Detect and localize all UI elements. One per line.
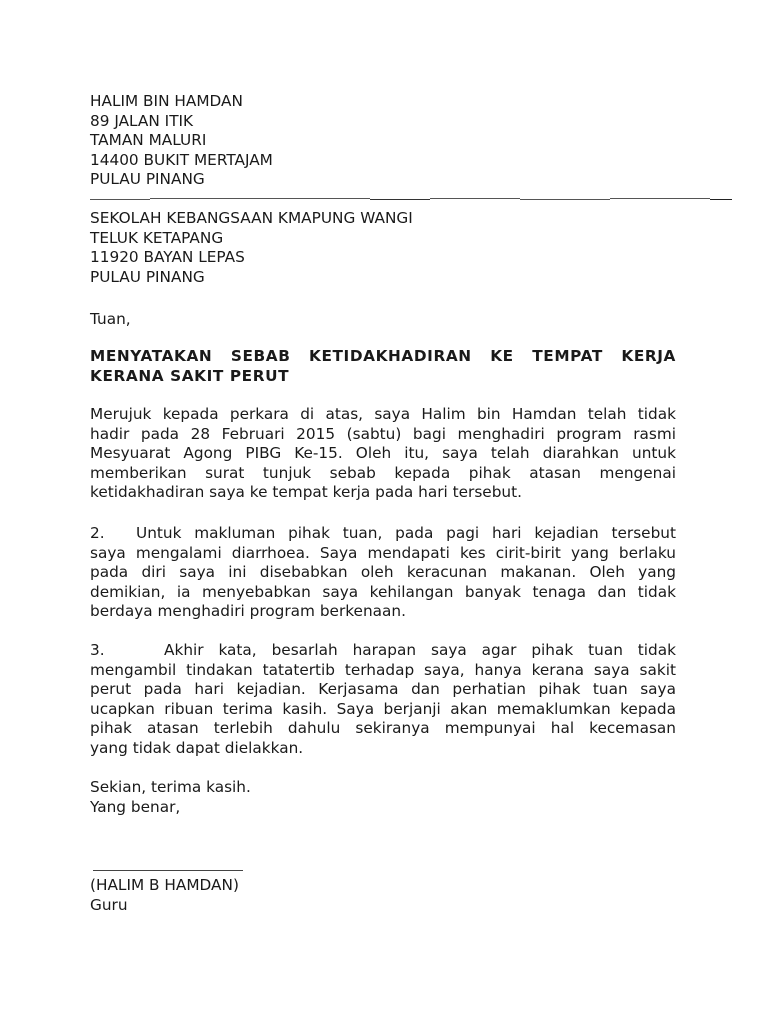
paragraph-3-line: yang tidak dapat dielakkan. (90, 738, 304, 757)
paragraph-3-first-line (90, 641, 676, 661)
sender-state: PULAU PINANG (90, 170, 205, 189)
sender-address-line-1: 89 JALAN ITIK (90, 111, 194, 130)
subject-line-1: MENYATAKAN SEBAB KETIDAKHADIRAN KE TEMPAT KERJA (90, 347, 676, 365)
signature-block (90, 876, 676, 915)
signature-name: (HALIM B HAMDAN) (90, 876, 239, 894)
sender-address-line-3: 14400 BUKIT MERTAJAM (90, 150, 273, 169)
paragraph-2-line: pada diri saya ini disebabkan oleh keracunan makanan. Oleh yang (90, 563, 676, 582)
salutation-text: Tuan, (90, 310, 131, 328)
paragraph-1-line: ketidakhadiran saya ke tempat kerja pada hari tersebut. (90, 483, 522, 502)
paragraph-2 (90, 524, 676, 622)
recipient-address (90, 209, 676, 287)
letter-subject (90, 347, 676, 386)
paragraph-3-line: ucapkan ribuan terima kasih. Saya berjanji akan memaklumkan kepada (90, 699, 676, 718)
closing-yours: Yang benar, (90, 797, 181, 816)
paragraph-2-first-line (90, 524, 676, 544)
paragraph-3-line: Akhir kata, besarlah harapan saya agar pihak tuan tidak (164, 641, 676, 659)
paragraph-2-line: saya mengalami diarrhoea. Saya mendapati kes cirit-birit yang berlaku (90, 543, 676, 562)
address-divider (90, 198, 732, 201)
recipient-address-line-1: TELUK KETAPANG (90, 228, 224, 247)
closing-thanks: Sekian, terima kasih. (90, 778, 251, 796)
paragraph-3-number: 3. (90, 641, 105, 659)
sender-name: HALIM BIN HAMDAN (90, 92, 243, 110)
paragraph-3-line: mengambil tindakan tatatertib terhadap saya, hanya kerana saya sakit (90, 660, 676, 679)
paragraph-1-line: hadir pada 28 Februari 2015 (sabtu) bagi menghadiri program rasmi (90, 424, 676, 443)
paragraph-2-line: berdaya menghadiri program berkenaan. (90, 602, 406, 621)
paragraph-1-line: Merujuk kepada perkara di atas, saya Halim bin Hamdan telah tidak (90, 405, 676, 423)
recipient-name: SEKOLAH KEBANGSAAN KMAPUNG WANGI (90, 209, 413, 227)
paragraph-3-line: perut pada hari kejadian. Kerjasama dan perhatian pihak tuan saya (90, 680, 676, 699)
subject-line-2: KERANA SAKIT PERUT (90, 366, 290, 385)
sender-address-line-2: TAMAN MALURI (90, 131, 207, 150)
recipient-state: PULAU PINANG (90, 267, 205, 286)
paragraph-3 (90, 641, 676, 759)
paragraph-1 (90, 405, 676, 503)
signature-title: Guru (90, 895, 128, 914)
paragraph-2-number: 2. (90, 524, 105, 542)
sender-address (90, 92, 676, 190)
paragraph-2-line: Untuk makluman pihak tuan, pada pagi hari kejadian tersebut (136, 524, 676, 542)
paragraph-2-line: demikian, ia menyebabkan saya kehilangan banyak tenaga dan tidak (90, 582, 676, 601)
paragraph-1-line: memberikan surat tunjuk sebab kepada pihak atasan mengenai (90, 463, 676, 482)
paragraph-3-line: pihak atasan terlebih dahulu sekiranya mempunyai hal kecemasan (90, 719, 676, 738)
paragraph-1-line: Mesyuarat Agong PIBG Ke-15. Oleh itu, saya telah diarahkan untuk (90, 444, 676, 463)
signature-line (93, 870, 243, 871)
closing (90, 778, 676, 817)
recipient-address-line-2: 11920 BAYAN LEPAS (90, 248, 245, 267)
salutation (90, 310, 676, 330)
